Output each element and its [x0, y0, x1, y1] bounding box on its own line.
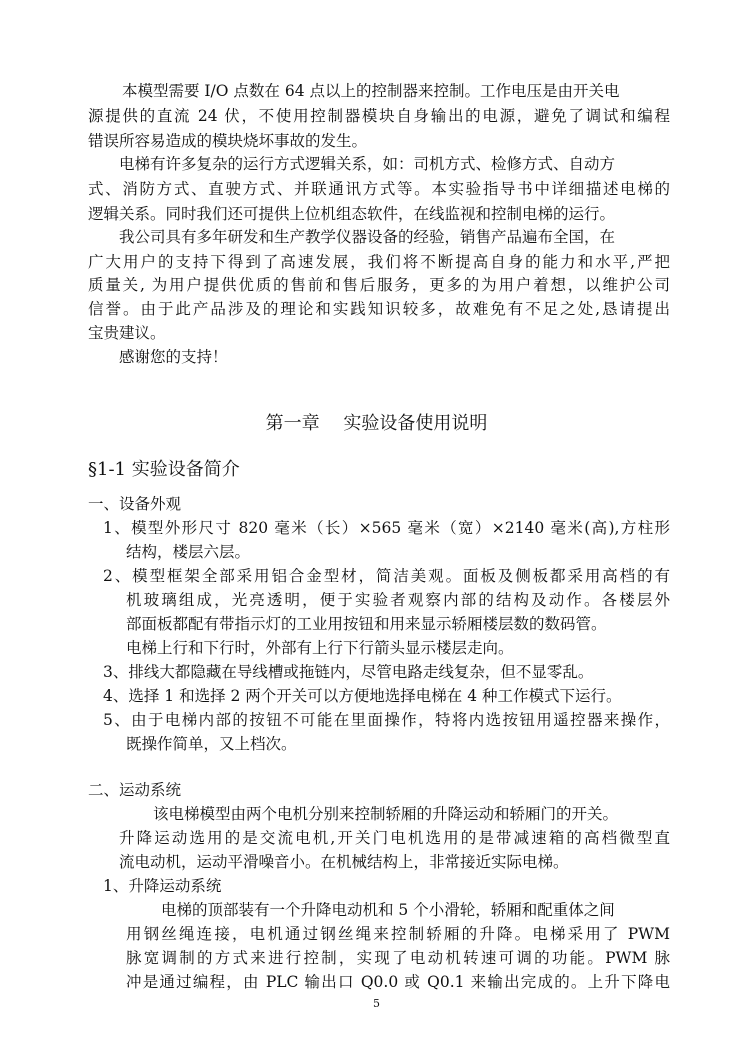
- intro-p3-line-1: 我公司具有多年研发和生产教学仪器设备的经验，销售产品遍布全国，在: [119, 228, 616, 246]
- part2-subheading: 1、升降运动系统: [103, 877, 222, 895]
- part1-item1-line-2: 结构，楼层六层。: [126, 543, 251, 561]
- chapter-title: 第一章 实验设备使用说明: [265, 413, 488, 434]
- part2-sub-line-4: 冲是通过编程，由 PLC 输出口 Q0.0 或 Q0.1 来输出完成的。上升下降电: [126, 973, 670, 991]
- part2-intro-line-2: 升降运动选用的是交流电机,开关门电机选用的是带减速箱的高档微型直: [119, 829, 670, 847]
- part1-item2-line-3: 部面板都配有带指示灯的工业用按钮和用来显示轿厢楼层数的数码管。: [126, 615, 607, 633]
- part2-intro-line-3: 流电动机，运动平滑噪音小。在机械结构上，非常接近实际电梯。: [119, 853, 569, 871]
- part2-sub-line-1: 电梯的顶部装有一个升降电动机和 5 个小滑轮，轿厢和配重体之间: [161, 901, 615, 919]
- part2-heading: 二、运动系统: [88, 781, 182, 799]
- part1-item4-line-1: 4、选择 1 和选择 2 两个开关可以方便地选择电梯在 4 种工作模式下运行。: [103, 687, 622, 705]
- part1-item2-line-4: 电梯上行和下行时，外部有上行下行箭头显示楼层走向。: [126, 639, 514, 657]
- page-number: 5: [373, 997, 380, 1010]
- intro-p3-line-4: 信誉。由于此产品涉及的理论和实践知识较多，故难免有不足之处,恳请提出: [88, 300, 670, 318]
- intro-p3-line-3: 质量关, 为用户提供优质的售前和售后服务，更多的为用户着想，以维护公司: [88, 276, 670, 294]
- intro-p1-line-2: 源提供的直流 24 伏，不使用控制器模块自身输出的电源，避免了调试和编程: [88, 107, 670, 125]
- part1-item2-line-2: 机玻璃组成，光亮透明，便于实验者观察内部的结构及动作。各楼层外: [126, 591, 670, 609]
- part1-item5-line-2: 既操作简单，又上档次。: [126, 735, 297, 753]
- part1-item5-line-1: 5、由于电梯内部的按钮不可能在里面操作，特将内选按钮用遥控器来操作，: [103, 711, 670, 729]
- intro-p3-line-2: 广大用户的支持下得到了高速发展，我们将不断提高自身的能力和水平,严把: [88, 253, 670, 271]
- thanks-line: 感谢您的支持！: [119, 348, 228, 366]
- intro-p2-line-3: 逻辑关系。同时我们还可提供上位机组态软件，在线监视和控制电梯的运行。: [88, 205, 616, 223]
- part1-heading: 一、设备外观: [88, 495, 182, 513]
- part2-sub-line-3: 脉宽调制的方式来进行控制，实现了电动机转速可调的功能。PWM 脉: [126, 949, 670, 967]
- intro-p2-line-2: 式、消防方式、直驶方式、并联通讯方式等。本实验指导书中详细描述电梯的: [88, 180, 670, 198]
- section-title: §1-1 实验设备简介: [88, 459, 240, 480]
- intro-p1-line-1: 本模型需要 I/O 点数在 64 点以上的控制器来控制。工作电压是由开关电: [122, 82, 620, 100]
- part2-sub-line-2: 用钢丝绳连接，电机通过钢丝绳来控制轿厢的升降。电梯采用了 PWM: [126, 925, 670, 943]
- intro-p3-line-5: 宝贵建议。: [88, 324, 166, 342]
- part2-intro-line-1: 该电梯模型由两个电机分别来控制轿厢的升降运动和轿厢门的开关。: [153, 805, 619, 823]
- intro-p2-line-1: 电梯有许多复杂的运行方式逻辑关系，如：司机方式、检修方式、自动方: [119, 155, 616, 173]
- part1-item2-line-1: 2、模型框架全部采用铝合金型材，简洁美观。面板及侧板都采用高档的有: [103, 567, 670, 585]
- part1-item1-line-1: 1、模型外形尺寸 820 毫米（长）×565 毫米（宽）×2140 毫米(高),方柱形: [103, 519, 670, 537]
- intro-p1-line-3: 错误所容易造成的模块烧坏事故的发生。: [88, 132, 368, 150]
- part1-item3-line-1: 3、排线大都隐藏在导线槽或拖链内，尽管电路走线复杂，但不显零乱。: [103, 663, 594, 681]
